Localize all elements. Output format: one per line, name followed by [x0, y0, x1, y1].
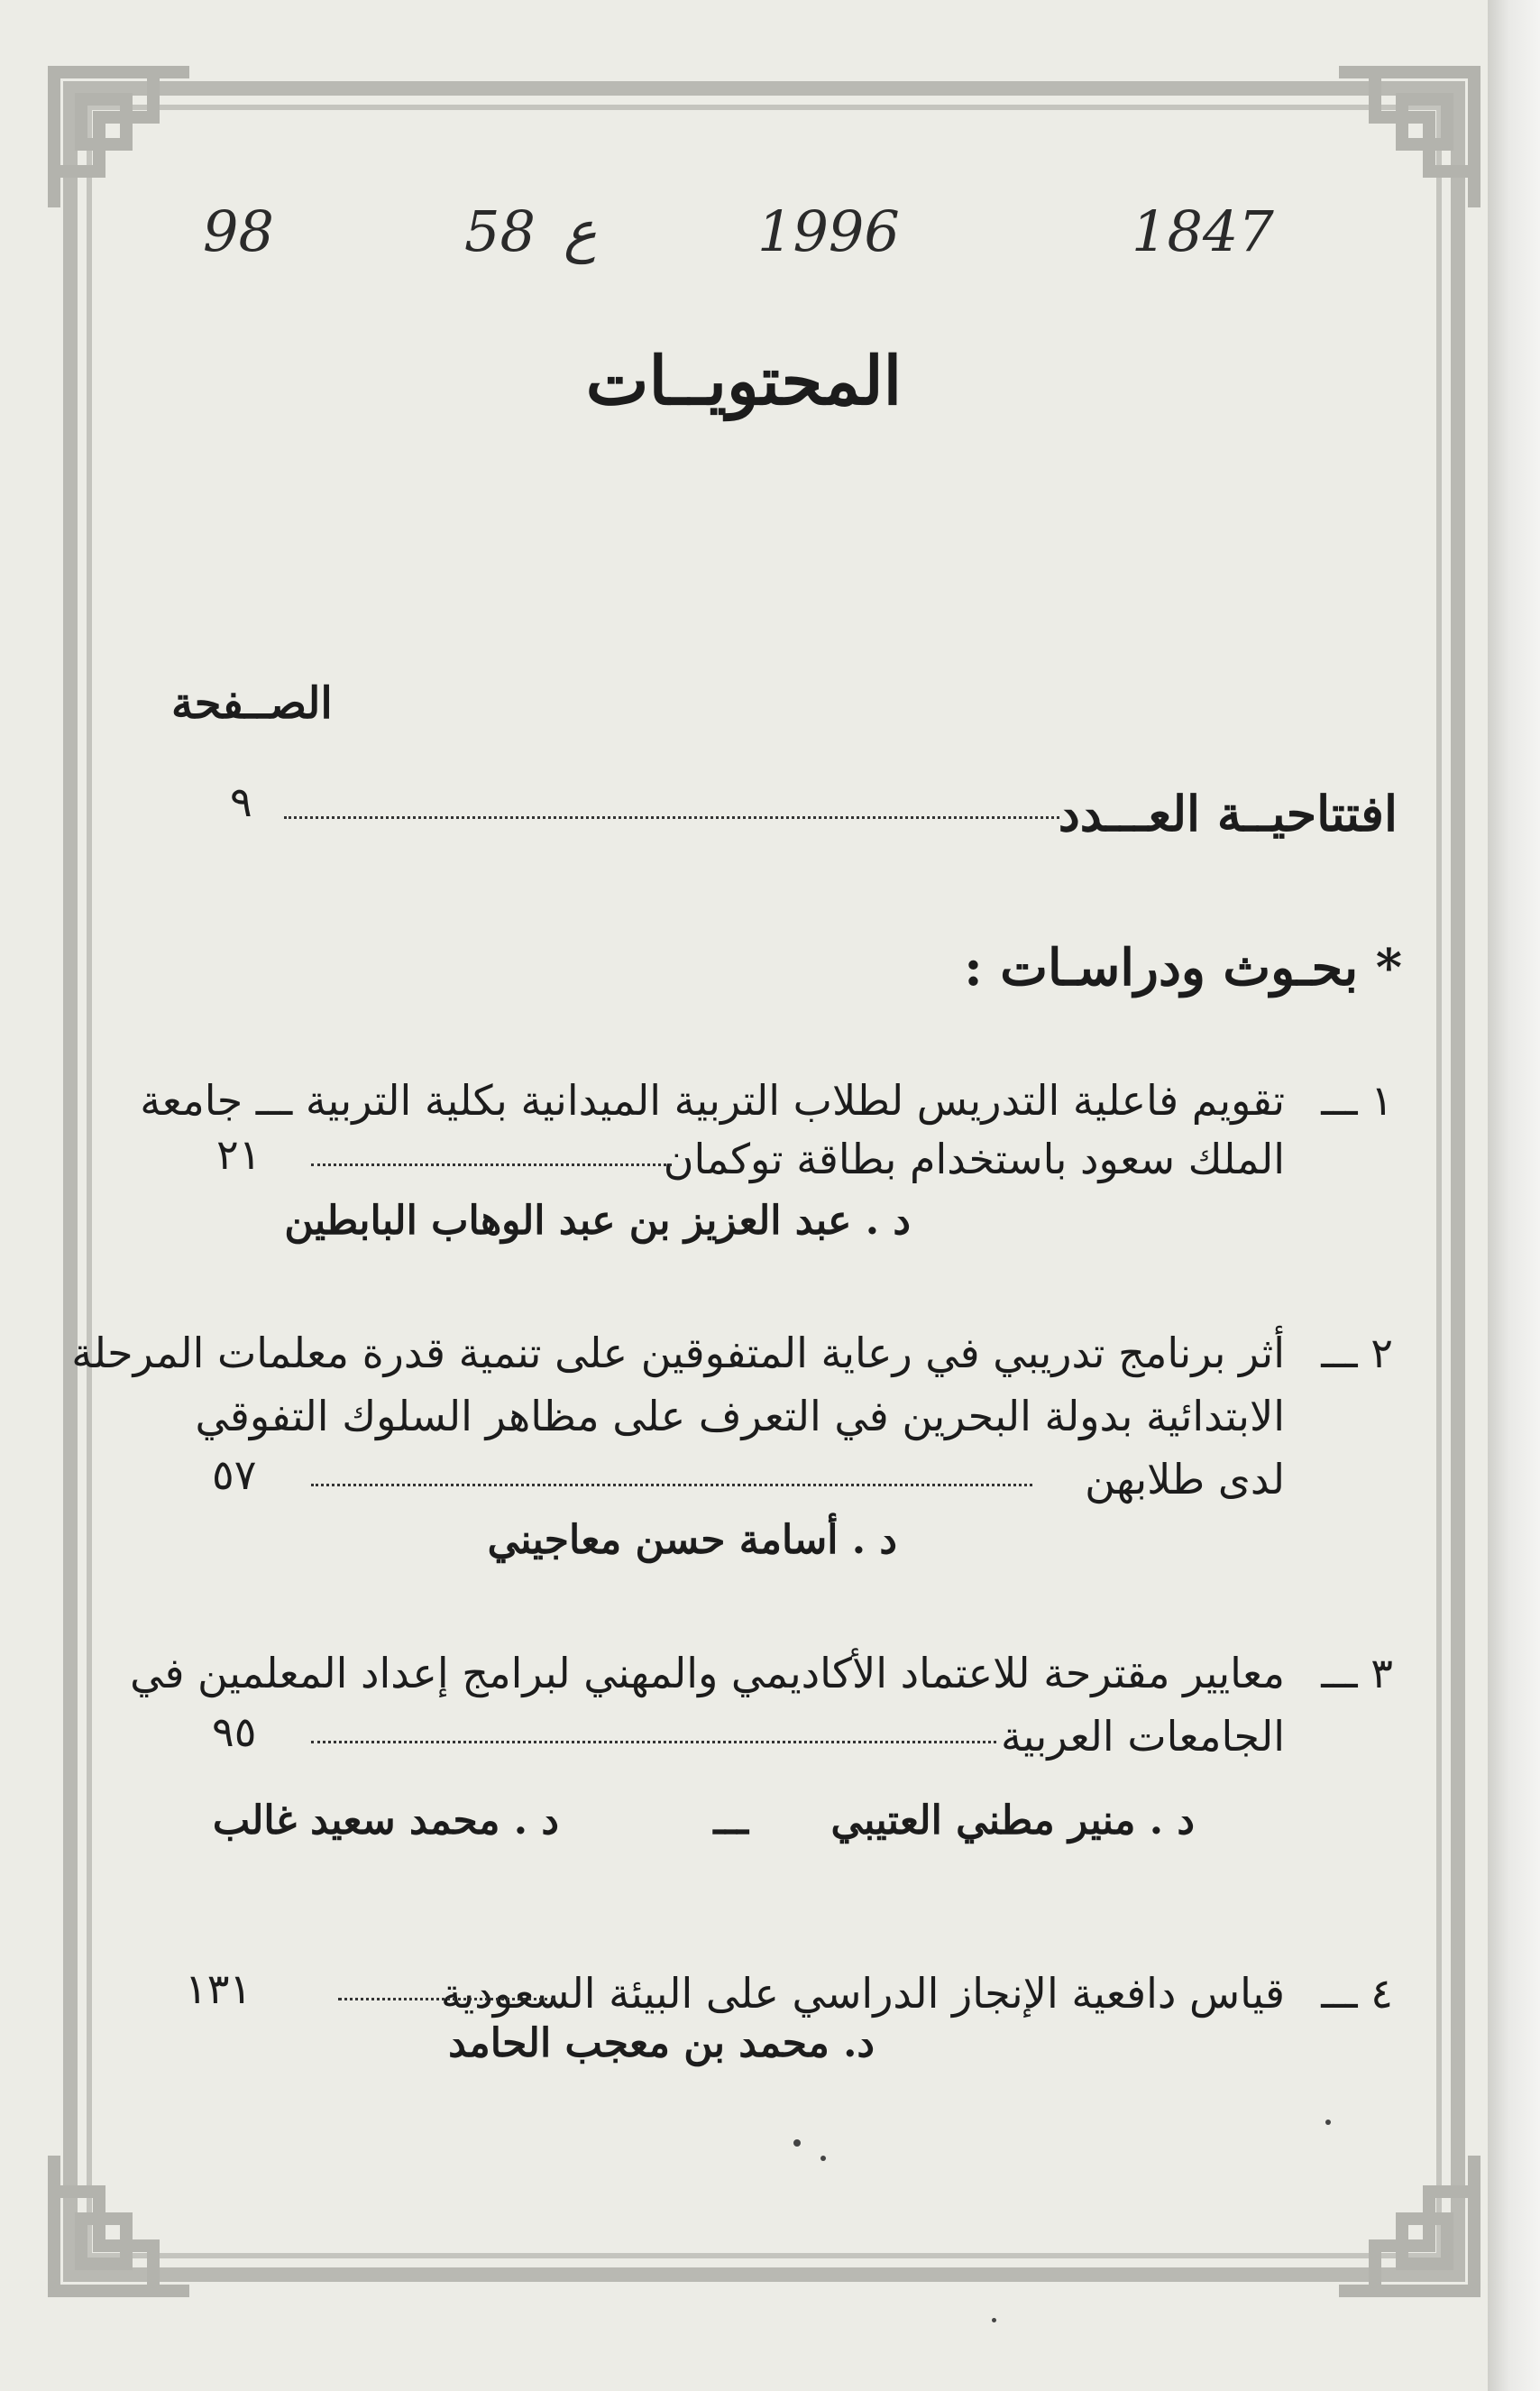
entry-title-line: معايير مقترحة للاعتماد الأكاديمي والمهني لبرامج إعداد المعلمين في [130, 1649, 1285, 1697]
entry-author: د . منير مطني العتيبي [830, 1798, 1195, 1844]
entry-title-line: أثر برنامج تدريبي في رعاية المتفوقين على تنمية قدرة معلمات المرحلة [71, 1329, 1285, 1377]
entry-page-number: ٩٥ [212, 1707, 257, 1756]
handwritten-page-ref: 98 [203, 198, 274, 264]
page-column-label: الصــفحة [171, 678, 333, 729]
scan-speck [1325, 2120, 1331, 2125]
entry-title-line: الابتدائية بدولة البحرين في التعرف على مظاهر السلوك التفوقي [195, 1392, 1285, 1440]
corner-ornament-icon [1330, 2147, 1483, 2300]
corner-ornament-icon [45, 2147, 198, 2300]
entry-title-line: الملك سعود باستخدام بطاقة توكمان [663, 1135, 1285, 1183]
entry-page-number: ١٣١ [185, 1964, 252, 2013]
entry-author: د . عبد العزيز بن عبد الوهاب البابطين [284, 1198, 911, 1244]
dotted-leader [284, 816, 1059, 819]
dotted-leader [311, 1484, 1032, 1486]
entry-title-line: تقويم فاعلية التدريس لطلاب التربية الميدانية بكلية التربية ـــ جامعة [140, 1076, 1285, 1125]
handwritten-issue-letter: ع [564, 198, 597, 264]
handwritten-code: 1847 [1132, 198, 1274, 264]
entry-title-line: قياس دافعية الإنجاز الدراسي على البيئة السعودية [440, 1969, 1285, 2018]
handwritten-year: 1996 [757, 198, 900, 264]
entry-page-number: ٥٧ [212, 1450, 257, 1499]
dotted-leader [311, 1741, 996, 1743]
handwritten-issue-number: 58 [464, 198, 536, 264]
entry-title-line: لدى طلابهن [1085, 1455, 1285, 1504]
entry-page-number: ٢١ [216, 1130, 261, 1179]
dotted-leader [311, 1163, 672, 1166]
entry-title-line: الجامعات العربية [1001, 1712, 1285, 1761]
dotted-leader [338, 1998, 555, 2000]
page-edge [1488, 0, 1540, 2391]
author-separator: ـــ [713, 1798, 748, 1844]
page-title: المحتويــات [585, 343, 903, 420]
entry-number: ١ ـــ [1321, 1076, 1393, 1125]
entry-number: ٤ ـــ [1321, 1969, 1393, 2018]
scan-speck [793, 2139, 801, 2147]
entry-author: د . أسامة حسن معاجيني [487, 1517, 897, 1563]
editorial-page-number: ٩ [230, 777, 252, 826]
corner-ornament-icon [1330, 63, 1483, 216]
entry-number: ٣ ـــ [1321, 1649, 1393, 1697]
scan-speck [820, 2156, 826, 2161]
editorial-label: افتتاحيــة العـــدد [1058, 785, 1398, 842]
corner-ornament-icon [45, 63, 198, 216]
entry-author-2: د . محمد سعيد غالب [212, 1798, 559, 1844]
section-heading: * بحـوث ودراسـات : [964, 938, 1402, 998]
entry-author: د. محمد بن معجب الحامد [448, 2020, 875, 2066]
entry-number: ٢ ـــ [1321, 1329, 1393, 1377]
scan-speck [992, 2318, 996, 2322]
